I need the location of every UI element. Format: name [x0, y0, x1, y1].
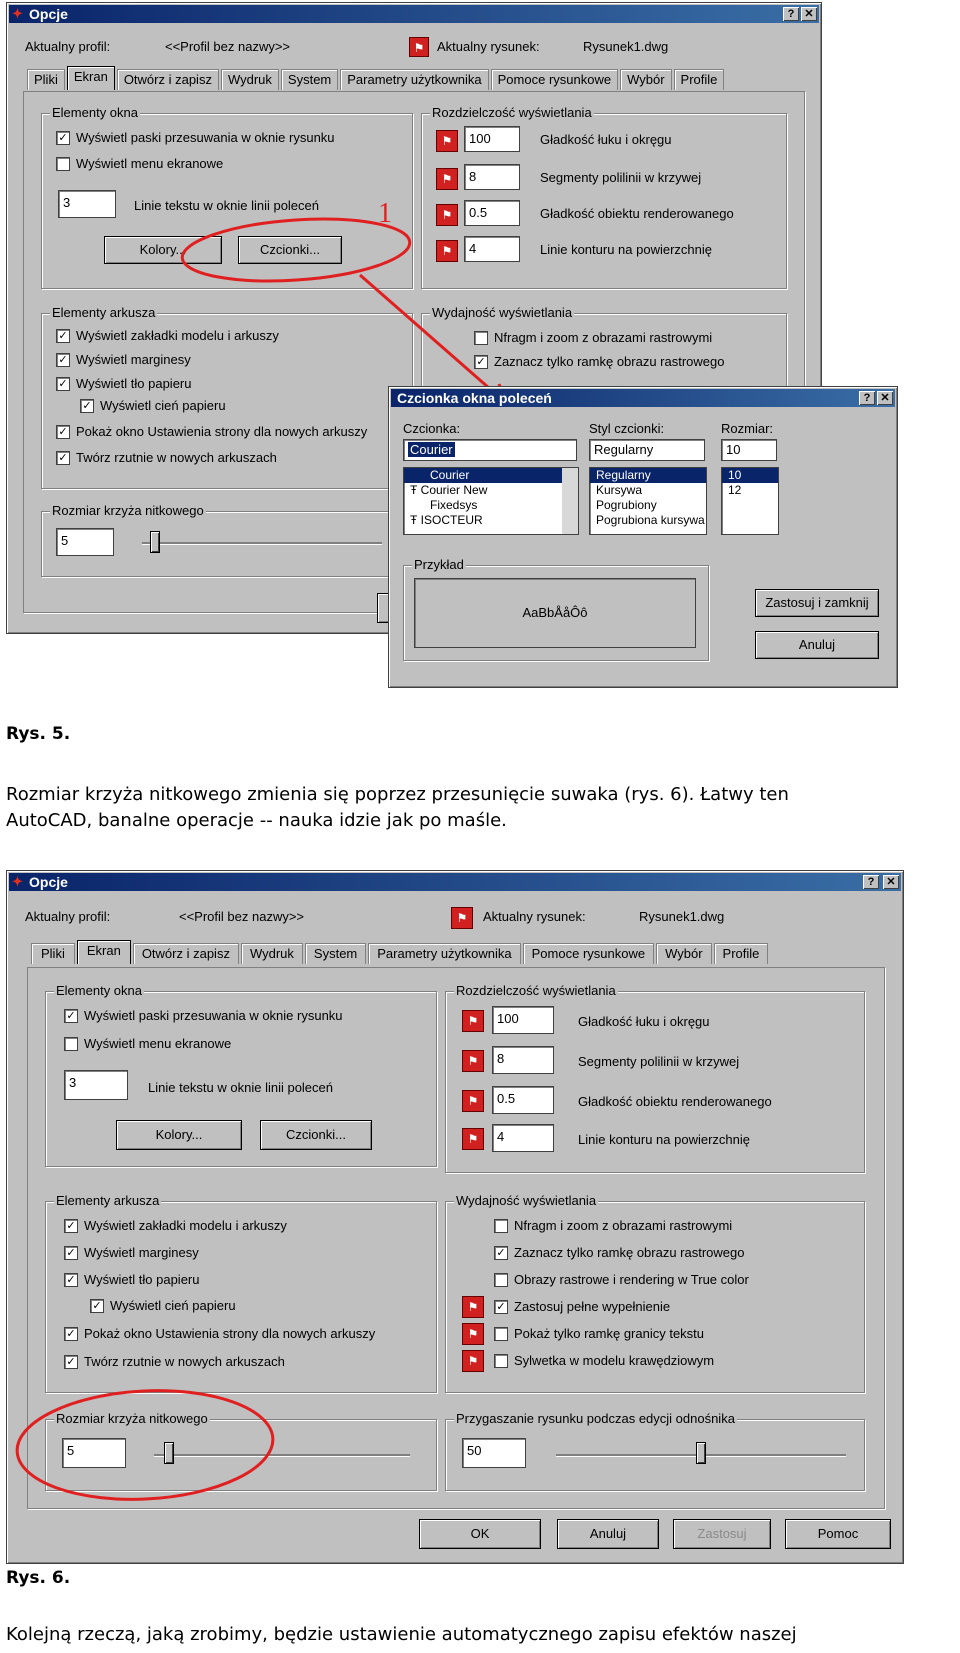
group-preview: [403, 557, 709, 661]
tab-otworz-zapisz[interactable]: Otwórz i zapisz: [133, 943, 239, 964]
tab-pliki[interactable]: Pliki: [27, 69, 65, 90]
checkbox[interactable]: [494, 1327, 508, 1341]
checkbox[interactable]: [64, 1037, 78, 1051]
drawing-marker-icon: ⚑: [462, 1350, 484, 1372]
list-item[interactable]: Kursywa: [596, 483, 643, 497]
dialog-title: Czcionka okna poleceń: [397, 390, 552, 406]
checkbox[interactable]: ✓: [474, 355, 488, 369]
checkbox[interactable]: ✓: [64, 1273, 78, 1287]
close-icon[interactable]: ✕: [877, 391, 893, 405]
checkbox-label: Nfragm i zoom z obrazami rastrowymi: [514, 1218, 733, 1233]
checkbox[interactable]: ✓: [64, 1219, 78, 1233]
size-input[interactable]: 10: [721, 439, 777, 461]
help-button[interactable]: Pomoc: [785, 1519, 891, 1549]
checkbox[interactable]: [494, 1354, 508, 1368]
truetype-icon: Ŧ: [410, 513, 421, 527]
drawing-marker-icon: ⚑: [462, 1323, 484, 1345]
list-item[interactable]: Pogrubiona kursywa: [596, 513, 705, 527]
group-elementy-okna: [45, 983, 437, 1167]
preview-text: AaBbÅåÔô: [522, 605, 588, 620]
tab-parametry[interactable]: Parametry użytkownika: [340, 69, 488, 90]
truetype-icon: Ŧ: [410, 483, 421, 497]
drawing-marker-icon: ⚑: [409, 37, 429, 57]
drawing-marker-icon: ⚑: [462, 1296, 484, 1318]
checkbox-label: Wyświetl tło papieru: [84, 1272, 200, 1287]
checkbox[interactable]: ✓: [494, 1300, 508, 1314]
profile-label: Aktualny profil:: [25, 39, 111, 54]
crosshair-size-input[interactable]: 5: [56, 528, 114, 556]
checkbox-label: Wyświetl menu ekranowe: [76, 156, 224, 171]
profile-value: <<Profil bez nazwy>>: [179, 909, 305, 924]
contour-lines-input[interactable]: 4: [464, 236, 520, 262]
drawing-marker-icon: ⚑: [436, 130, 458, 152]
checkbox[interactable]: ✓: [64, 1009, 78, 1023]
checkbox-row[interactable]: [494, 1272, 749, 1287]
checkbox-label: Wyświetl paski przesuwania w oknie rysunku: [84, 1008, 343, 1023]
group-title: Przygaszanie rysunku podczas edycji odnośnika: [456, 1411, 735, 1426]
group-przygaszanie: [445, 1411, 865, 1491]
font-list[interactable]: [403, 467, 579, 535]
drawing-label: Aktualny rysunek:: [437, 39, 540, 54]
render-smoothness-input[interactable]: 0.5: [464, 200, 520, 226]
checkbox-label: Pokaż okno Ustawienia strony dla nowych arkuszy: [84, 1326, 376, 1341]
tab-parametry[interactable]: Parametry użytkownika: [368, 943, 520, 964]
checkbox-label: Pokaż tylko ramkę granicy tekstu: [514, 1326, 705, 1341]
render-smoothness-label: Gładkość obiektu renderowanego: [578, 1094, 772, 1109]
group-title: Elementy okna: [56, 983, 142, 998]
annotation-overlay: [7, 1361, 307, 1511]
checkbox-row[interactable]: [64, 1272, 199, 1287]
drawing-marker-icon: ⚑: [436, 240, 458, 262]
list-item[interactable]: 12: [728, 483, 742, 497]
font-input-value: Courier: [410, 442, 453, 457]
checkbox[interactable]: ✓: [64, 1246, 78, 1260]
tab-ekran[interactable]: Ekran: [77, 940, 131, 964]
autocad-app-icon: ✦: [12, 6, 23, 21]
caption-rys6: Rys. 6.: [6, 1568, 71, 1588]
group-title: Wydajność wyświetlania: [432, 305, 573, 320]
profile-label: Aktualny profil:: [25, 909, 111, 924]
checkbox-label: Sylwetka w modelu krawędziowym: [514, 1353, 715, 1368]
arc-smoothness-input[interactable]: 100: [464, 126, 520, 152]
style-input[interactable]: Regularny: [589, 439, 705, 461]
tab-system[interactable]: System: [305, 943, 366, 964]
polyline-segments-input[interactable]: 8: [464, 164, 520, 190]
checkbox-label: Twórz rzutnie w nowych arkuszach: [76, 450, 277, 465]
group-title: Rozmiar krzyża nitkowego: [56, 1411, 208, 1426]
checkbox-label: Zaznacz tylko ramkę obrazu rastrowego: [514, 1245, 745, 1260]
checkbox-row[interactable]: [90, 1298, 236, 1313]
options-window-fig6: [6, 870, 904, 1564]
help-icon[interactable]: ?: [783, 7, 799, 21]
drawing-value: Rysunek1.dwg: [583, 39, 669, 54]
checkbox-label: Wyświetl zakładki modelu i arkuszy: [84, 1218, 287, 1233]
list-scrollbar[interactable]: [562, 468, 578, 534]
annotation-arrow: [360, 275, 505, 402]
cancel-button[interactable]: Anuluj: [755, 631, 879, 659]
size-label: Rozmiar:: [721, 421, 774, 436]
tab-wydruk[interactable]: Wydruk: [241, 943, 303, 964]
render-smoothness-label: Gładkość obiektu renderowanego: [540, 206, 734, 221]
checkbox-row[interactable]: [494, 1353, 714, 1368]
command-lines-input[interactable]: 3: [64, 1070, 128, 1100]
list-item-label: Courier New: [420, 483, 488, 497]
checkbox[interactable]: [494, 1273, 508, 1287]
list-item[interactable]: 10: [722, 468, 778, 483]
tab-otworz-zapisz[interactable]: Otwórz i zapisz: [117, 69, 219, 90]
tab-pomoce[interactable]: Pomoce rysunkowe: [523, 943, 654, 964]
fade-input[interactable]: 50: [462, 1438, 526, 1468]
window-title: Opcje: [29, 6, 68, 22]
drawing-value: Rysunek1.dwg: [639, 909, 725, 924]
apply-close-button[interactable]: Zastosuj i zamknij: [755, 589, 879, 617]
polyline-segments-input[interactable]: 8: [492, 1046, 554, 1074]
font-dialog: [388, 386, 898, 688]
checkbox[interactable]: ✓: [90, 1299, 104, 1313]
list-item[interactable]: [404, 513, 578, 528]
colors-button[interactable]: Kolory...: [116, 1120, 242, 1150]
checkbox-row[interactable]: [494, 1218, 732, 1233]
drawing-marker-icon: ⚑: [436, 204, 458, 226]
drawing-label: Aktualny rysunek:: [483, 909, 586, 924]
checkbox-row[interactable]: [494, 1299, 670, 1314]
tab-wybor[interactable]: Wybór: [656, 943, 711, 964]
polyline-segments-label: Segmenty polilinii w krzywej: [540, 170, 702, 185]
list-item[interactable]: Pogrubiony: [596, 498, 657, 512]
list-item-label: ISOCTEUR: [420, 513, 483, 527]
paragraph-line-2: AutoCAD, banalne operacje -- nauka idzie jak po maśle.: [6, 810, 507, 831]
checkbox-row[interactable]: [64, 1326, 375, 1341]
checkbox[interactable]: ✓: [64, 1355, 78, 1369]
checkbox[interactable]: ✓: [56, 329, 70, 343]
checkbox[interactable]: ✓: [56, 451, 70, 465]
group-title: Rozdzielczość wyświetlania: [456, 983, 616, 998]
checkbox-label: Wyświetl cień papieru: [100, 398, 226, 413]
checkbox-label: Pokaż okno Ustawienia strony dla nowych arkuszy: [76, 424, 368, 439]
fonts-button[interactable]: Czcionki...: [260, 1120, 372, 1150]
checkbox[interactable]: [494, 1219, 508, 1233]
checkbox-label: Wyświetl zakładki modelu i arkuszy: [76, 328, 279, 343]
contour-lines-label: Linie konturu na powierzchnię: [540, 242, 712, 257]
checkbox-row[interactable]: [64, 1008, 343, 1023]
group-title: Przykład: [414, 557, 464, 572]
titlebar[interactable]: [9, 873, 901, 891]
checkbox-label: Zastosuj pełne wypełnienie: [514, 1299, 671, 1314]
render-smoothness-input[interactable]: 0.5: [492, 1086, 554, 1114]
paragraph-line-1: Rozmiar krzyża nitkowego zmienia się poprzez przesunięcie suwaka (rys. 6). Łatwy ten: [6, 784, 789, 805]
cancel-button[interactable]: Anuluj: [557, 1519, 659, 1549]
style-list[interactable]: [589, 467, 707, 535]
checkbox-row[interactable]: [494, 1245, 744, 1260]
annotation-circle: [14, 1384, 275, 1505]
polyline-segments-label: Segmenty polilinii w krzywej: [578, 1054, 740, 1069]
drawing-marker-icon: ⚑: [436, 168, 458, 190]
size-list[interactable]: [721, 467, 779, 535]
contour-lines-input[interactable]: 4: [492, 1124, 554, 1152]
group-title: Elementy okna: [52, 105, 138, 120]
autocad-app-icon: ✦: [12, 874, 23, 889]
annotation-1: 1: [378, 198, 392, 229]
crosshair-size-input[interactable]: 5: [62, 1438, 126, 1468]
checkbox-row[interactable]: [64, 1245, 199, 1260]
arc-smoothness-label: Gładkość łuku i okręgu: [578, 1014, 710, 1029]
drawing-marker-icon: ⚑: [451, 907, 473, 929]
list-item[interactable]: Regularny: [590, 468, 706, 483]
drawing-marker-icon: ⚑: [462, 1010, 484, 1032]
ok-button[interactable]: OK: [419, 1519, 541, 1549]
checkbox-label: Zaznacz tylko ramkę obrazu rastrowego: [494, 354, 725, 369]
colors-button[interactable]: Kolory...: [104, 236, 222, 264]
checkbox[interactable]: ✓: [494, 1246, 508, 1260]
font-label: Czcionka:: [403, 421, 461, 436]
checkbox-label: Wyświetl menu ekranowe: [84, 1036, 232, 1051]
titlebar[interactable]: [391, 389, 895, 407]
group-wydajnosc: [445, 1193, 865, 1393]
command-lines-label: Linie tekstu w oknie linii poleceń: [134, 198, 319, 213]
close-icon[interactable]: ✕: [801, 7, 817, 21]
help-icon[interactable]: ?: [859, 391, 875, 405]
font-input[interactable]: [403, 439, 577, 461]
tab-wybor[interactable]: Wybór: [620, 69, 671, 90]
group-rozdzielczosc: [445, 983, 865, 1173]
drawing-marker-icon: ⚑: [462, 1090, 484, 1112]
checkbox-label: Wyświetl marginesy: [84, 1245, 199, 1260]
drawing-marker-icon: ⚑: [462, 1128, 484, 1150]
checkbox[interactable]: ✓: [56, 425, 70, 439]
checkbox-label: Twórz rzutnie w nowych arkuszach: [84, 1354, 285, 1369]
group-title: Elementy arkusza: [52, 305, 156, 320]
command-lines-label: Linie tekstu w oknie linii poleceń: [148, 1080, 333, 1095]
checkbox-label: Nfragm i zoom z obrazami rastrowymi: [494, 330, 713, 345]
fonts-button[interactable]: Czcionki...: [238, 236, 342, 264]
tab-profile[interactable]: Profile: [674, 69, 725, 90]
checkbox-row[interactable]: [494, 1326, 704, 1341]
window-title: Opcje: [29, 874, 68, 890]
fade-slider-thumb[interactable]: [696, 1442, 706, 1464]
checkbox-row[interactable]: [64, 1218, 287, 1233]
tab-system[interactable]: System: [281, 69, 338, 90]
drawing-marker-icon: ⚑: [462, 1050, 484, 1072]
group-title: Rozmiar krzyża nitkowego: [52, 503, 204, 518]
help-icon[interactable]: ?: [863, 875, 879, 889]
arc-smoothness-input[interactable]: 100: [492, 1006, 554, 1034]
checkbox-label: Obrazy rastrowe i rendering w True color: [514, 1272, 749, 1287]
command-lines-input[interactable]: 3: [58, 190, 116, 218]
tab-ekran[interactable]: Ekran: [67, 66, 115, 90]
checkbox-row[interactable]: [64, 1036, 231, 1051]
tab-pomoce[interactable]: Pomoce rysunkowe: [491, 69, 618, 90]
group-title: Elementy arkusza: [56, 1193, 160, 1208]
checkbox[interactable]: ✓: [80, 399, 94, 413]
profile-value: <<Profil bez nazwy>>: [165, 39, 291, 54]
preview-box: [414, 578, 696, 648]
checkbox-label: Wyświetl tło papieru: [76, 376, 192, 391]
checkbox[interactable]: ✓: [64, 1327, 78, 1341]
tab-profile[interactable]: Profile: [714, 943, 769, 964]
group-title: Rozdzielczość wyświetlania: [432, 105, 592, 120]
close-icon[interactable]: ✕: [883, 875, 899, 889]
list-item[interactable]: Fixedsys: [430, 498, 478, 512]
arc-smoothness-label: Gładkość łuku i okręgu: [540, 132, 672, 147]
paragraph-line-3: Kolejną rzeczą, jaką zrobimy, będzie ustawienie automatycznego zapisu efektów naszej: [6, 1624, 797, 1645]
tab-strip: [31, 943, 770, 964]
checkbox[interactable]: ✓: [56, 353, 70, 367]
contour-lines-label: Linie konturu na powierzchnię: [578, 1132, 750, 1147]
checkbox[interactable]: ✓: [56, 377, 70, 391]
tab-pliki[interactable]: Pliki: [31, 943, 75, 964]
list-item[interactable]: Courier: [404, 468, 578, 483]
group-title: Wydajność wyświetlania: [456, 1193, 597, 1208]
apply-button[interactable]: Zastosuj: [673, 1519, 771, 1549]
checkbox-label: Wyświetl cień papieru: [110, 1298, 236, 1313]
checkbox-label: Wyświetl paski przesuwania w oknie rysunku: [76, 130, 335, 145]
style-label: Styl czcionki:: [589, 421, 665, 436]
checkbox[interactable]: ✓: [56, 131, 70, 145]
tab-wydruk[interactable]: Wydruk: [221, 69, 279, 90]
list-item[interactable]: [404, 483, 578, 498]
caption-rys5: Rys. 5.: [6, 724, 71, 744]
checkbox-label: Wyświetl marginesy: [76, 352, 191, 367]
